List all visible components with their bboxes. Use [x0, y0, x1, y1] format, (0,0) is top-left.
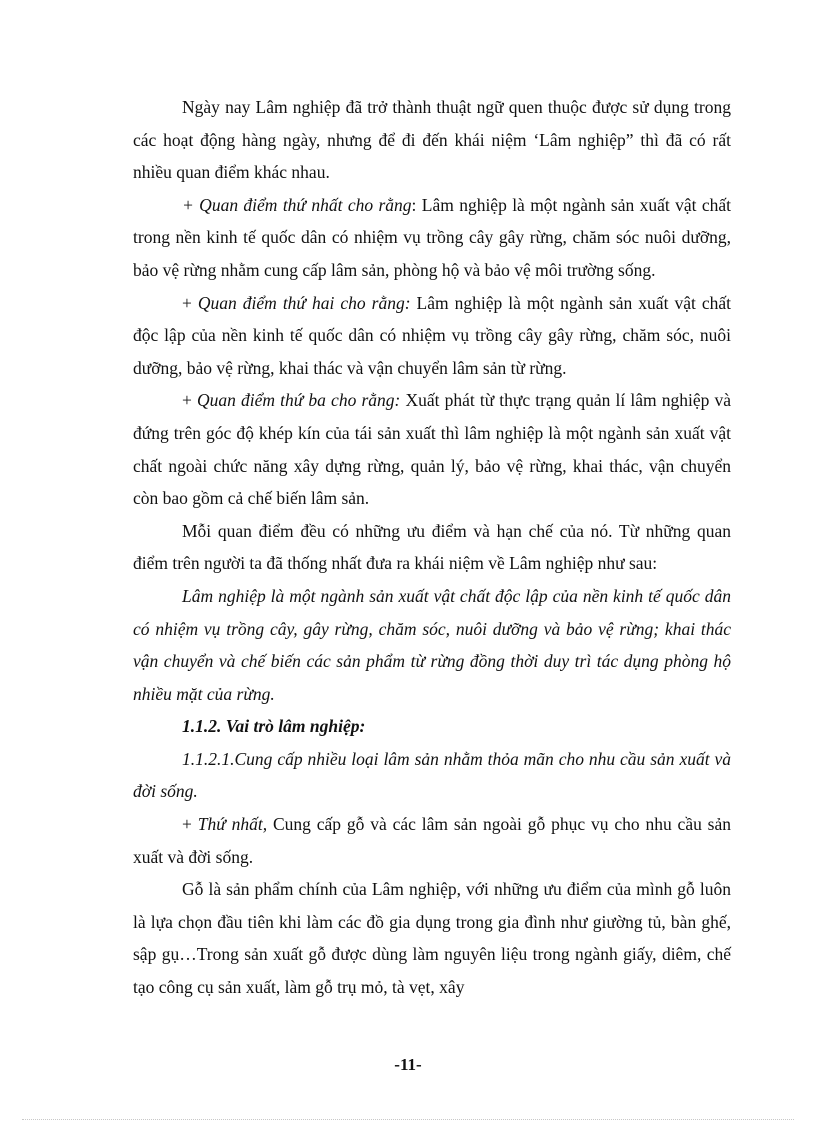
paragraph-summary: Mỗi quan điểm đều có những ưu điểm và hạn chế của nó. Từ những quan điểm trên người ta đã thống nhất đưa ra khái niệm về Lâm nghiệp như sau:	[133, 520, 731, 574]
subsection-heading: 1.1.2.1.Cung cấp nhiều loại lâm sản nhằm thỏa mãn cho nhu cầu sản xuất và đời sống.	[133, 748, 731, 802]
paragraph-view-two	[133, 287, 731, 385]
paragraph-first-point	[133, 808, 731, 873]
paragraph-view-three	[133, 384, 731, 514]
section-heading: 1.1.2. Vai trò lâm nghiệp:	[182, 716, 366, 737]
page-bottom-divider	[22, 1119, 794, 1120]
page-number: -11-	[394, 1055, 422, 1074]
view-two-lead: Quan điểm thứ hai cho rằng:	[197, 292, 411, 313]
paragraph-intro: Ngày nay Lâm nghiệp đã trở thành thuật ngữ quen thuộc được sử dụng trong các hoạt động hàng ngày, nhưng để đi đến khái niệm ‘Lâm nghiệp” thì đã có rất nhiều quan điểm khác nhau.	[133, 97, 731, 183]
view-three-lead: Quan điểm thứ ba cho rằng:	[197, 390, 401, 411]
view-two-text: Lâm nghiệp là một ngành sản xuất vật chất độc lập của nền kinh tế quốc dân có nhiệm vụ trồng cây gây rừng, chăm sóc, nuôi dưỡng, bảo vệ rừng, khai thác và vận chuyển lâm sản từ rừng.	[133, 292, 731, 378]
view-two-prefix: +	[182, 292, 198, 313]
document-body	[133, 91, 731, 1004]
paragraph-view-one	[133, 189, 731, 287]
first-point-lead: Thứ nhất,	[197, 814, 268, 835]
view-one-lead: + Quan điểm thứ nhất cho rằng	[182, 194, 412, 215]
view-three-prefix: +	[182, 390, 197, 411]
first-point-prefix: +	[182, 814, 198, 835]
view-three-text: Xuất phát từ thực trạng quản lí lâm nghiệp và đứng trên góc độ khép kín của tái sản xuất thì lâm nghiệp là một ngành sản xuất vật chất ngoài chức năng xây dựng rừng, quản lý, bảo vệ rừng, khai thác, vận chuyển còn bao gồm cả chế biến lâm sản.	[133, 390, 731, 509]
first-point-text: Cung cấp gỗ và các lâm sản ngoài gỗ phục vụ cho nhu cầu sản xuất và đời sống.	[133, 814, 732, 867]
paragraph-wood: Gỗ là sản phẩm chính của Lâm nghiệp, với những ưu điểm của mình gỗ luôn là lựa chọn đầu tiên khi làm các đồ gia dụng trong gia đình như giường tủ, bàn ghế, sập gụ…Trong sản xuất gỗ được dùng làm nguyên liệu trong ngành giấy, diêm, chế tạo công cụ sản xuất, làm gỗ trụ mỏ, tà vẹt, xây	[133, 879, 731, 998]
view-one-text: : Lâm nghiệp là một ngành sản xuất vật chất trong nền kinh tế quốc dân có nhiệm vụ trồng cây gây rừng, chăm sóc nuôi dưỡng, bảo vệ rừng nhằm cung cấp lâm sản, phòng hộ và bảo vệ môi trường sống.	[133, 194, 732, 280]
paragraph-definition: Lâm nghiệp là một ngành sản xuất vật chất độc lập của nền kinh tế quốc dân có nhiệm vụ trồng cây, gây rừng, chăm sóc, nuôi dưỡng và bảo vệ rừng; khai thác vận chuyển và chế biến các sản phẩm từ rừng đồng thời duy trì tác dụng phòng hộ nhiều mặt của rừng.	[133, 585, 731, 704]
